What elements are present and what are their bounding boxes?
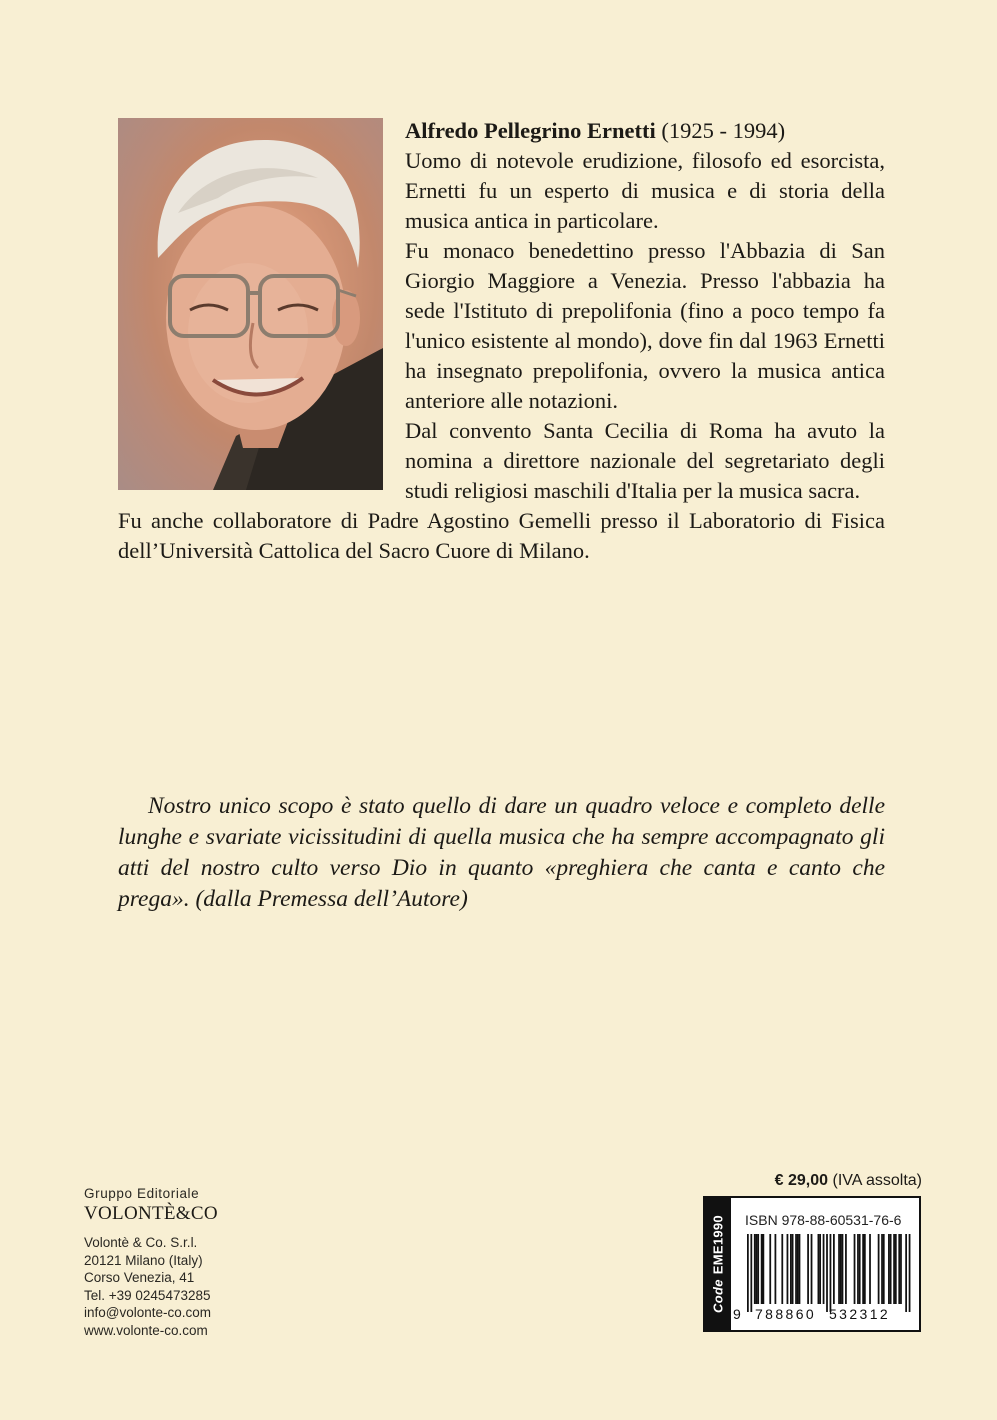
isbn-number: ISBN 978-88-60531-76-6 (745, 1212, 902, 1228)
barcode-bar (878, 1234, 880, 1304)
price-value: € 29,00 (774, 1172, 829, 1189)
barcode-bar (826, 1234, 828, 1312)
barcode-bar (795, 1234, 797, 1304)
product-code (711, 1215, 726, 1313)
barcode-bar (890, 1234, 892, 1304)
barcode-bar (819, 1234, 821, 1304)
barcode-bar (830, 1234, 832, 1312)
barcode-bar (900, 1234, 902, 1304)
publisher-logo: VOLONTÈ&CO (84, 1202, 218, 1224)
barcode-bar (790, 1234, 792, 1304)
barcode-bar (857, 1234, 859, 1304)
barcode-bar (811, 1234, 813, 1304)
bio-paragraph: Uomo di notevole erudizione, filosofo ed esorcista, Ernetti fu un esperto di musica e di storia della musica antica in particolare. (405, 148, 885, 233)
barcode-bars (733, 1234, 917, 1312)
photo-float-spacer (118, 116, 405, 498)
publisher-info (84, 1185, 304, 1339)
publisher-website: www.volonte-co.com (84, 1322, 208, 1338)
book-quote (118, 791, 885, 915)
bio-paragraph: Fu monaco benedettino presso l'Abbazia di San Giorgio Maggiore a Venezia. Presso l'abbazia ha sede l'Istituto di prepolifonia (fino a poco tempo fa l'unico esistente al mondo), dove fin dal 1963 Ernetti ha insegnato prepolifonia, ovvero la musica antica anteriore alle notazioni. (405, 238, 885, 413)
ean-right-digits: 532312 (829, 1306, 891, 1322)
barcode-bar (797, 1234, 799, 1304)
publisher-email: info@volonte-co.com (84, 1305, 212, 1320)
barcode-bar (859, 1234, 861, 1304)
barcode-bar (854, 1234, 856, 1304)
barcode-bar (761, 1234, 763, 1304)
barcode-box (703, 1196, 921, 1332)
barcode-bar (756, 1234, 758, 1304)
barcode-bar (754, 1234, 756, 1304)
barcode-bar (909, 1234, 911, 1312)
publisher-phone: Tel. +39 0245473285 (84, 1287, 211, 1303)
product-code-strip (705, 1198, 731, 1330)
barcode-bar (888, 1234, 890, 1304)
barcode-bar (750, 1234, 752, 1312)
barcode-bar (838, 1234, 840, 1304)
barcode-bar (895, 1234, 897, 1304)
barcode-bar (833, 1234, 835, 1304)
barcode-bar (747, 1234, 749, 1312)
bio-paragraph: Dal convento Santa Cecilia di Roma ha avuto la nomina a direttore nazionale del segretariato degli studi religiosi maschili d'Italia per la musica sacra. (405, 418, 885, 503)
barcode-bar (898, 1234, 900, 1304)
publisher-group: Gruppo Editoriale (84, 1186, 200, 1201)
barcode-bar (781, 1234, 783, 1304)
barcode-bar (842, 1234, 844, 1304)
barcode-bar (864, 1234, 866, 1304)
barcode-bar (893, 1234, 895, 1304)
ean-first-digit: 9 (733, 1306, 741, 1322)
product-code-value: EME1990 (710, 1215, 726, 1275)
barcode-bar (883, 1234, 885, 1304)
barcode-bar (869, 1234, 871, 1304)
barcode-bar (845, 1234, 847, 1304)
barcode-bar (799, 1234, 801, 1304)
barcode-bar (881, 1234, 883, 1304)
ean-left-digits: 788860 (755, 1306, 817, 1322)
barcode-bar (757, 1234, 759, 1304)
publisher-city: 20121 Milano (Italy) (84, 1252, 203, 1268)
bio-paragraph: Fu anche collaboratore di Padre Agostino Gemelli presso il Laboratorio di Fisica dell’Università Cattolica del Sacro Cuore di Milano. (118, 508, 885, 563)
barcode-bar (762, 1234, 764, 1304)
barcode-bar (905, 1234, 907, 1312)
barcode-bar (840, 1234, 842, 1304)
price-note: (IVA assolta) (832, 1172, 922, 1189)
barcode-bar (769, 1234, 771, 1304)
product-code-label: Code (710, 1279, 726, 1313)
author-biography (118, 116, 885, 566)
author-years: (1925 - 1994) (661, 118, 786, 143)
ean-digits (733, 1306, 917, 1326)
barcode-bar (818, 1234, 820, 1304)
price-label (700, 1172, 922, 1190)
barcode-bar (787, 1234, 789, 1304)
barcode-bar (807, 1234, 809, 1304)
author-name: Alfredo Pellegrino Ernetti (405, 118, 656, 143)
barcode-bar (775, 1234, 777, 1304)
barcode-bar (792, 1234, 794, 1304)
barcode-bar (862, 1234, 864, 1304)
barcode-bar (823, 1234, 825, 1304)
quote-text: Nostro unico scopo è stato quello di dare un quadro veloce e completo delle lunghe e svariate vicissitudini di quella musica che ha sempre accompagnato gli atti del nostro culto verso Dio in quanto «preghiera che canta e canto che prega». (dalla Premessa dell’Autore) (118, 793, 885, 912)
publisher-company: Volontè & Co. S.r.l. (84, 1235, 198, 1250)
publisher-street: Corso Venezia, 41 (84, 1270, 195, 1285)
